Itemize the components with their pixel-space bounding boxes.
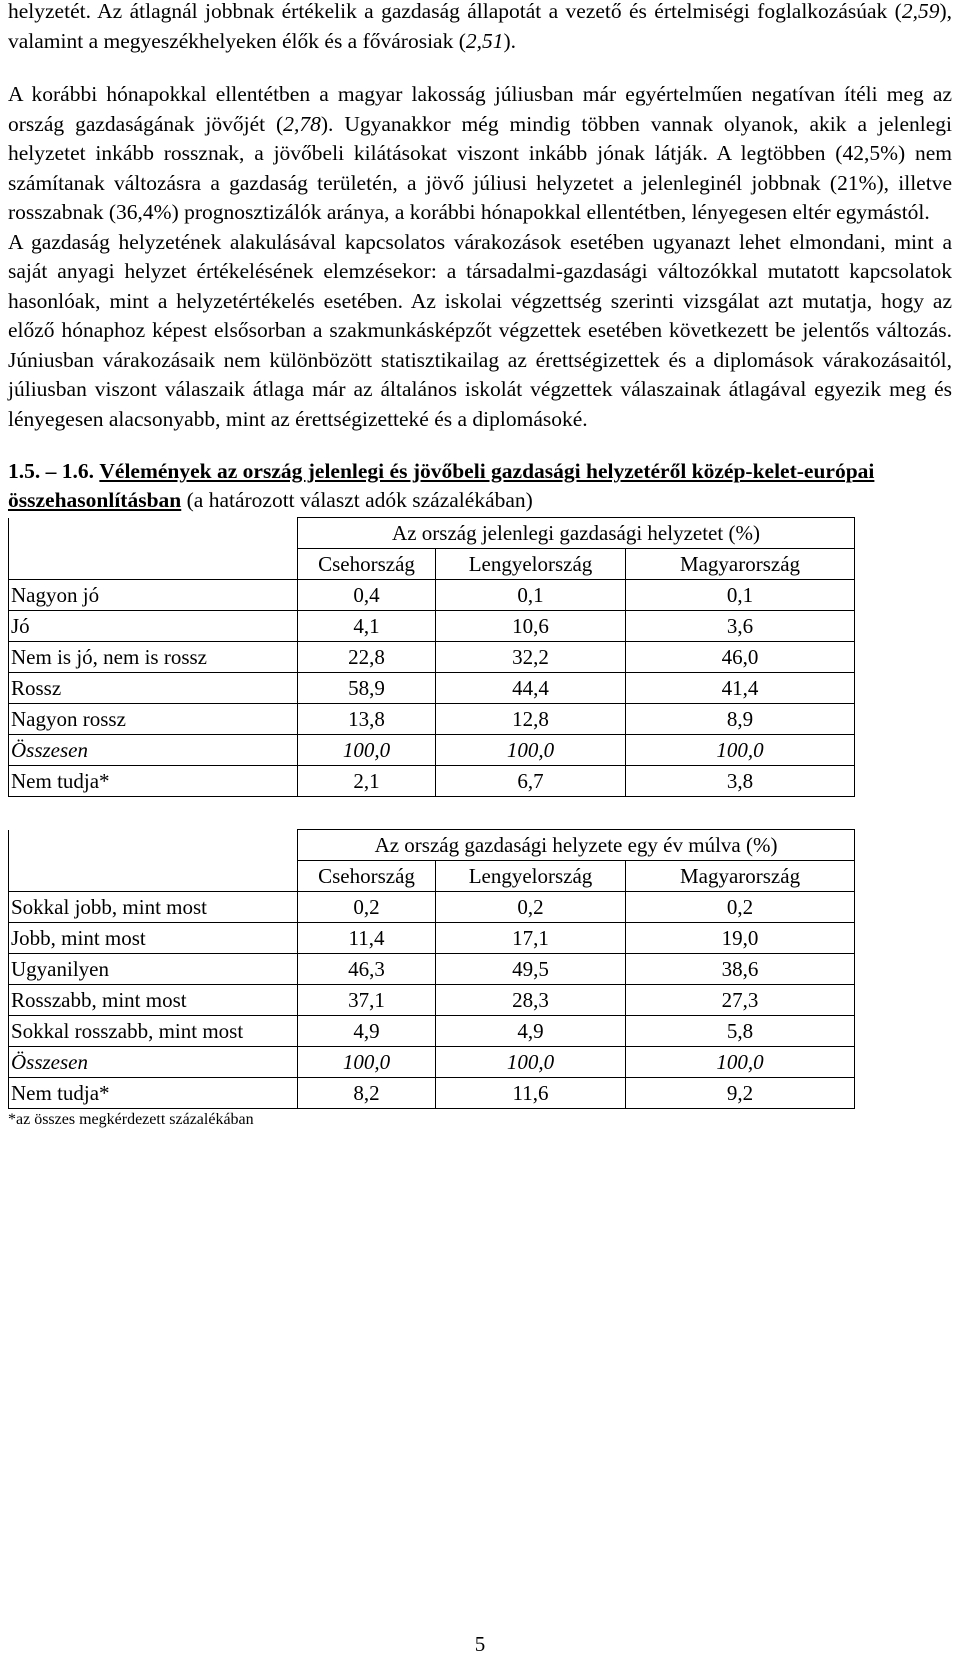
cell-value: 8,9 — [626, 704, 855, 735]
column-header: Csehország — [298, 861, 436, 892]
cell-value: 0,2 — [436, 892, 626, 923]
paragraph-1 — [8, 0, 952, 56]
table-row — [9, 1016, 855, 1047]
row-label: Nagyon rossz — [9, 704, 298, 735]
table-row — [9, 611, 855, 642]
cell-value: 22,8 — [298, 642, 436, 673]
cell-value: 28,3 — [436, 985, 626, 1016]
cell-value: 17,1 — [436, 923, 626, 954]
section-subtitle: (a határozott választ adók százalékában) — [181, 488, 533, 512]
cell-value: 37,1 — [298, 985, 436, 1016]
cell-value: 3,6 — [626, 611, 855, 642]
text-run: helyzetét. Az átlagnál jobbnak értékelik a gazdaság állapotát a vezető és értelmiségi foglalkozásúak ( — [8, 0, 902, 23]
cell-value: 100,0 — [298, 735, 436, 766]
cell-value: 12,8 — [436, 704, 626, 735]
row-label: Rosszabb, mint most — [9, 985, 298, 1016]
table-row — [9, 642, 855, 673]
row-label: Sokkal rosszabb, mint most — [9, 1016, 298, 1047]
column-header-row — [9, 861, 855, 892]
table-caption: Az ország gazdasági helyzete egy év múlva (%) — [298, 830, 855, 861]
table-row — [9, 580, 855, 611]
table-row — [9, 923, 855, 954]
cell-value: 4,9 — [298, 1016, 436, 1047]
italic-value: 2,51 — [465, 28, 504, 53]
cell-value: 13,8 — [298, 704, 436, 735]
text-run: A gazdaság helyzetének alakulásával kapcsolatos várakozások esetében ugyanazt lehet elmondani, mint a saját anyagi helyzet értékelésének elemzésekor: a társadalmi-gazdasági változókkal mutatott kapcsolatok hasonlóak, mint a helyzetértékelés esetében. Az iskolai végzettség szerinti vizsgálat azt mutatja, hogy az előző hónaphoz képest elsősorban a szakmunkásképzőt végzettek esetében következett be jelentős változás. Júniusban várakozásaik nem különbözött statisztikailag az érettségizettek és a diplomások várakozásaitól, júliusban viszont válaszaik átlaga már az általános iskolát végzettek válaszainak átlagával egyezik meg és lényegesen alacsonyabb, mint az érettségizetteké és a diplomásoké. — [8, 229, 952, 431]
cell-value: 32,2 — [436, 642, 626, 673]
column-header: Lengyelország — [436, 549, 626, 580]
cell-value: 46,0 — [626, 642, 855, 673]
row-label: Összesen — [9, 1047, 298, 1078]
row-label: Nem tudja* — [9, 766, 298, 797]
text-run: A korábbi hónapokkal ellentétben a magyar lakosság júliusban már egyértelműen negatívan ítéli meg az ország gazdaságának jövőjét ( — [8, 82, 952, 136]
row-label: Ugyanilyen — [9, 954, 298, 985]
table-row — [9, 673, 855, 704]
row-label: Rossz — [9, 673, 298, 704]
paragraph-2 — [8, 80, 952, 228]
table-row — [9, 1047, 855, 1078]
section-title: Vélemények az ország jelenlegi és jövőbeli gazdasági helyzetéről közép-kelet-európai összehasonlításban — [8, 459, 875, 512]
cell-value: 2,1 — [298, 766, 436, 797]
table-row — [9, 735, 855, 766]
section-number: 1.5. – 1.6. — [8, 459, 94, 483]
cell-value: 4,1 — [298, 611, 436, 642]
cell-value: 27,3 — [626, 985, 855, 1016]
text-run: ), valamint a megyeszékhelyeken élők és a fővárosiak ( — [8, 0, 952, 53]
text-run: ). Ugyanakkor még mindig többen vannak olyanok, akik a jelenlegi helyzetet inkább rossznak, a jövőbeli kilátásokat viszont inkább jónak látják. A legtöbben (42,5%) nem számítanak változásra a gazdaság területén, a jövő júliusi helyzetet a jelenleginél jobbnak (21%), illetve rosszabnak (36,4%) prognosztizálók aránya, a korábbi hónapokkal ellentétben, lényegesen eltér egymástól. — [8, 111, 952, 224]
text-run: ). — [503, 28, 517, 53]
row-label: Nagyon jó — [9, 580, 298, 611]
empty-cell — [9, 830, 298, 861]
cell-value: 100,0 — [626, 1047, 855, 1078]
cell-value: 38,6 — [626, 954, 855, 985]
cell-value: 11,6 — [436, 1078, 626, 1109]
table-row — [9, 985, 855, 1016]
cell-value: 10,6 — [436, 611, 626, 642]
row-label: Összesen — [9, 735, 298, 766]
cell-value: 11,4 — [298, 923, 436, 954]
table-row — [9, 1078, 855, 1109]
table-row — [9, 704, 855, 735]
cell-value: 0,2 — [626, 892, 855, 923]
table-row — [9, 766, 855, 797]
cell-value: 58,9 — [298, 673, 436, 704]
cell-value: 0,1 — [436, 580, 626, 611]
page-number: 5 — [474, 1632, 486, 1656]
table-caption-row — [9, 830, 855, 861]
cell-value: 9,2 — [626, 1078, 855, 1109]
cell-value: 5,8 — [626, 1016, 855, 1047]
table-row — [9, 954, 855, 985]
italic-value: 2,78 — [283, 111, 321, 136]
empty-cell — [9, 549, 298, 580]
column-header: Csehország — [298, 549, 436, 580]
row-label: Jó — [9, 611, 298, 642]
cell-value: 44,4 — [436, 673, 626, 704]
cell-value: 100,0 — [298, 1047, 436, 1078]
cell-value: 100,0 — [436, 735, 626, 766]
column-header: Magyarország — [626, 549, 855, 580]
row-label: Nem tudja* — [9, 1078, 298, 1109]
cell-value: 3,8 — [626, 766, 855, 797]
cell-value: 46,3 — [298, 954, 436, 985]
table-caption: Az ország jelenlegi gazdasági helyzetet (%) — [298, 518, 855, 549]
table-economy-next-year — [8, 829, 855, 1109]
cell-value: 8,2 — [298, 1078, 436, 1109]
empty-cell — [9, 861, 298, 892]
italic-value: 2,59 — [901, 0, 940, 23]
cell-value: 0,2 — [298, 892, 436, 923]
table-caption-row — [9, 518, 855, 549]
row-label: Sokkal jobb, mint most — [9, 892, 298, 923]
column-header: Magyarország — [626, 861, 855, 892]
cell-value: 100,0 — [626, 735, 855, 766]
column-header-row — [9, 549, 855, 580]
cell-value: 6,7 — [436, 766, 626, 797]
empty-cell — [9, 518, 298, 549]
cell-value: 100,0 — [436, 1047, 626, 1078]
column-header: Lengyelország — [436, 861, 626, 892]
paragraph-3 — [8, 228, 952, 435]
document-page — [8, 0, 952, 1129]
cell-value: 41,4 — [626, 673, 855, 704]
cell-value: 19,0 — [626, 923, 855, 954]
cell-value: 0,1 — [626, 580, 855, 611]
table-row — [9, 892, 855, 923]
cell-value: 4,9 — [436, 1016, 626, 1047]
footnote: *az összes megkérdezett százalékában — [8, 1111, 254, 1128]
table-current-economy — [8, 517, 855, 797]
section-heading — [8, 457, 952, 515]
row-label: Nem is jó, nem is rossz — [9, 642, 298, 673]
cell-value: 0,4 — [298, 580, 436, 611]
row-label: Jobb, mint most — [9, 923, 298, 954]
cell-value: 49,5 — [436, 954, 626, 985]
